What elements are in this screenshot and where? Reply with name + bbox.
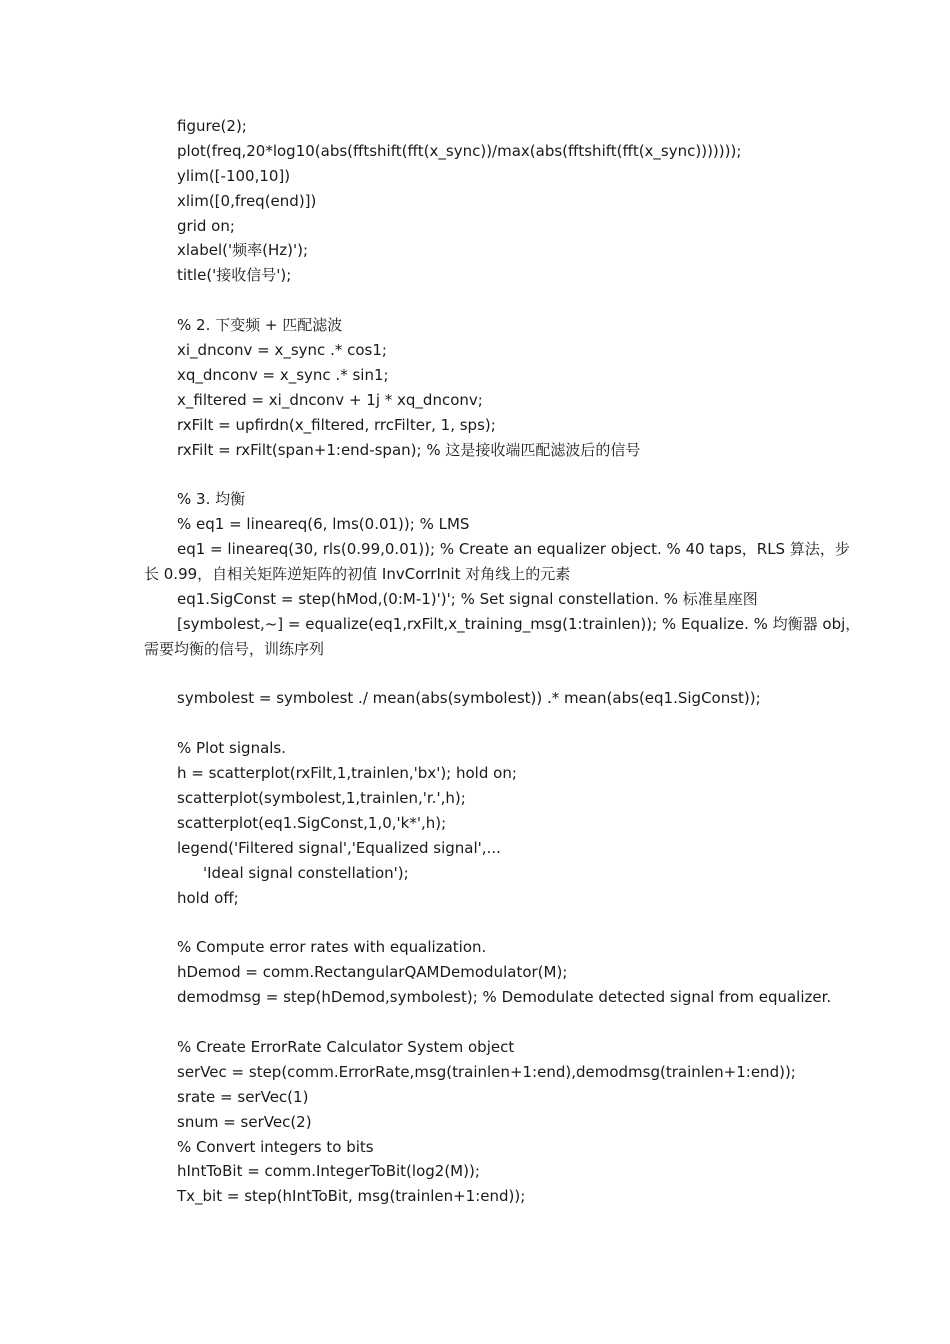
code-line: % 3. 均衡 <box>177 490 246 509</box>
code-line: % Compute error rates with equalization. <box>177 938 487 957</box>
code-line: xq_dnconv = x_sync .* sin1; <box>177 365 389 384</box>
code-line: x_filtered = xi_dnconv + 1j * xq_dnconv; <box>177 390 483 409</box>
code-line: eq1 = lineareq(30, rls(0.99,0.01)); % Create an equalizer object. % 40 taps，RLS 算法，步 <box>177 540 850 559</box>
code-line: xlim([0,freq(end)]) <box>177 191 317 210</box>
code-line: hold off; <box>177 888 239 907</box>
code-line: 长 0.99，自相关矩阵逆矩阵的初值 InvCorrInit 对角线上的元素 <box>144 565 571 584</box>
blank-line <box>144 911 810 936</box>
code-line: title('接收信号'); <box>177 266 292 285</box>
blank-line <box>144 1010 810 1035</box>
code-line: xlabel('频率(Hz)'); <box>177 241 309 260</box>
code-line: hIntToBit = comm.IntegerToBit(log2(M)); <box>177 1162 480 1181</box>
blank-line <box>144 462 810 487</box>
code-line: rxFilt = rxFilt(span+1:end-span); % 这是接收端匹配滤波后的信号 <box>177 440 641 459</box>
code-line: plot(freq,20*log10(abs(fftshift(fft(x_sync))/max(abs(fftshift(fft(x_sync))))))); <box>177 141 742 160</box>
code-line: snum = serVec(2) <box>177 1112 312 1131</box>
code-line: eq1.SigConst = step(hMod,(0:M-1)')'; % Set signal constellation. % 标准星座图 <box>177 589 758 608</box>
code-line: % Create ErrorRate Calculator System object <box>177 1037 515 1056</box>
blank-line <box>144 288 810 313</box>
code-line: [symbolest,~] = equalize(eq1,rxFilt,x_training_msg(1:trainlen)); % Equalize. % 均衡器 obj， <box>177 614 861 633</box>
code-line: figure(2); <box>177 117 247 135</box>
code-line: rxFilt = upfirdn(x_filtered, rrcFilter, 1, sps); <box>177 415 496 434</box>
code-listing <box>144 114 861 1209</box>
code-line: scatterplot(symbolest,1,trainlen,'r.',h); <box>177 789 466 808</box>
code-line: Tx_bit = step(hIntToBit, msg(trainlen+1:end)); <box>177 1187 526 1206</box>
code-line: srate = serVec(1) <box>177 1087 309 1106</box>
code-line: legend('Filtered signal','Equalized signal',... <box>177 838 501 857</box>
code-line: % Convert integers to bits <box>177 1137 374 1156</box>
blank-line <box>144 711 810 736</box>
code-line: symbolest = symbolest ./ mean(abs(symbolest)) .* mean(abs(eq1.SigConst)); <box>177 689 761 708</box>
code-line: grid on; <box>177 216 235 235</box>
code-line: scatterplot(eq1.SigConst,1,0,'k*',h); <box>177 813 447 832</box>
code-line: serVec = step(comm.ErrorRate,msg(trainlen+1:end),demodmsg(trainlen+1:end)); <box>177 1062 796 1081</box>
code-line: 需要均衡的信号，训练序列 <box>144 639 325 658</box>
code-line: ylim([-100,10]) <box>177 166 291 185</box>
code-line: xi_dnconv = x_sync .* cos1; <box>177 341 387 360</box>
code-line: h = scatterplot(rxFilt,1,trainlen,'bx'); hold on; <box>177 764 517 783</box>
code-line: demodmsg = step(hDemod,symbolest); % Demodulate detected signal from equalizer. <box>177 988 832 1007</box>
code-line: % Plot signals. <box>177 739 287 758</box>
code-line: % eq1 = lineareq(6, lms(0.01)); % LMS <box>177 515 470 534</box>
code-line: hDemod = comm.RectangularQAMDemodulator(M); <box>177 963 568 982</box>
code-line: % 2. 下变频 + 匹配滤波 <box>177 316 343 335</box>
blank-line <box>144 662 810 687</box>
code-line: 'Ideal signal constellation'); <box>203 863 409 882</box>
